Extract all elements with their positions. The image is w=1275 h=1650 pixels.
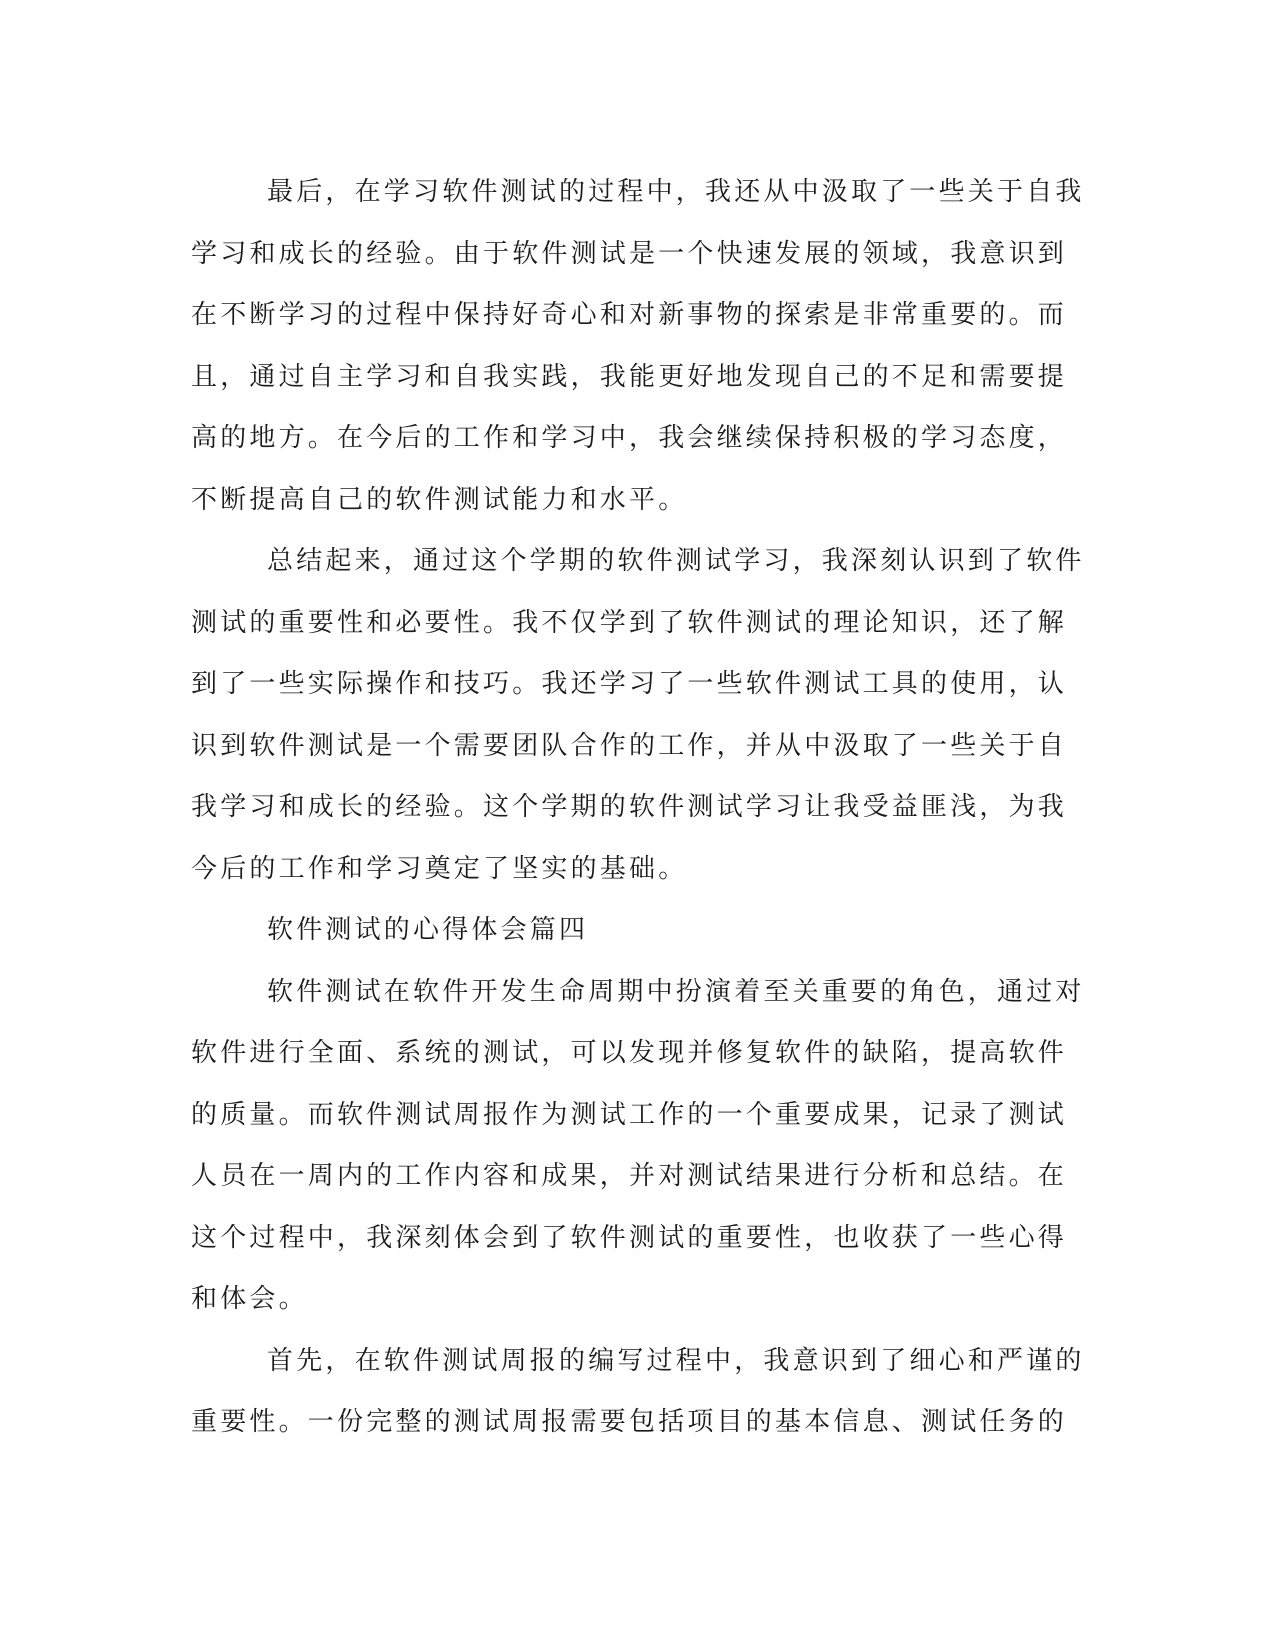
paragraph-line: 这个过程中，我深刻体会到了软件测试的重要性，也收获了一些心得 [191, 1222, 1068, 1253]
paragraph-line: 学习和成长的经验。由于软件测试是一个快速发展的领域，我意识到 [191, 238, 1068, 269]
section-heading-text: 软件测试的心得体会篇四 [267, 915, 589, 945]
paragraph-line: 高的地方。在今后的工作和学习中，我会继续保持积极的学习态度， [191, 423, 1068, 453]
paragraph-line: 识到软件测试是一个需要团队合作的工作，并从中汲取了一些关于自 [191, 730, 1068, 761]
paragraph-line: 到了一些实际操作和技巧。我还学习了一些软件测试工具的使用，认 [191, 669, 1068, 699]
paragraph-line: 总结起来，通过这个学期的软件测试学习，我深刻认识到了软件 [267, 546, 1085, 576]
paragraph-line: 软件进行全面、系统的测试，可以发现并修复软件的缺陷，提高软件 [191, 1038, 1068, 1068]
paragraph-line: 且，通过自主学习和自我实践，我能更好地发现自己的不足和需要提 [191, 361, 1068, 392]
paragraph-1 [191, 162, 1091, 531]
paragraph-4 [191, 1331, 1091, 1454]
paragraph-line: 的质量。而软件测试周报作为测试工作的一个重要成果，记录了测试 [191, 1099, 1068, 1130]
paragraph-3 [191, 962, 1091, 1331]
paragraph-line: 不断提高自己的软件测试能力和水平。 [191, 484, 688, 515]
document-body [191, 162, 1091, 1454]
paragraph-2 [191, 531, 1091, 900]
paragraph-line: 人员在一周内的工作内容和成果，并对测试结果进行分析和总结。在 [191, 1161, 1068, 1191]
paragraph-line: 在不断学习的过程中保持好奇心和对新事物的探索是非常重要的。而 [191, 300, 1068, 330]
paragraph-line: 和体会。 [191, 1284, 308, 1314]
paragraph-line: 测试的重要性和必要性。我不仅学到了软件测试的理论知识，还了解 [191, 607, 1068, 638]
section-heading [191, 900, 1091, 962]
paragraph-line: 软件测试在软件开发生命周期中扮演着至关重要的角色，通过对 [267, 976, 1085, 1007]
paragraph-line: 最后，在学习软件测试的过程中，我还从中汲取了一些关于自我 [267, 177, 1085, 207]
paragraph-line: 我学习和成长的经验。这个学期的软件测试学习让我受益匪浅，为我 [191, 792, 1068, 822]
paragraph-line: 重要性。一份完整的测试周报需要包括项目的基本信息、测试任务的 [191, 1407, 1068, 1437]
paragraph-line: 今后的工作和学习奠定了坚实的基础。 [191, 853, 688, 884]
paragraph-line: 首先，在软件测试周报的编写过程中，我意识到了细心和严谨的 [267, 1345, 1085, 1376]
